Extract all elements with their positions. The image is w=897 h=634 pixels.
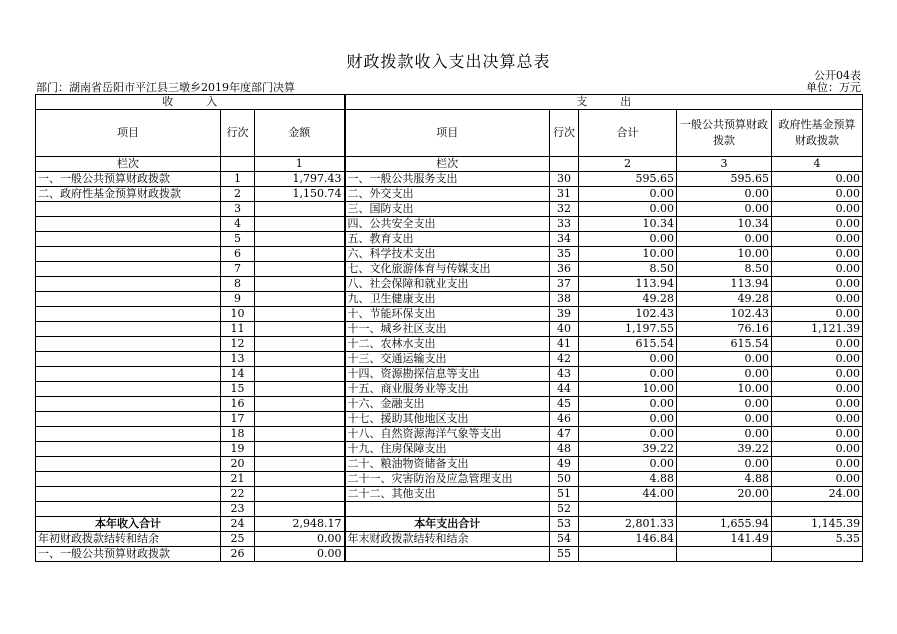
expense-total-cell: 0.00 (579, 427, 677, 442)
table-row (36, 292, 863, 307)
expense-total-cell: 44.00 (579, 487, 677, 502)
expense-fund-cell (772, 502, 863, 517)
expense-line-cell: 37 (550, 277, 579, 292)
income-amount-cell (255, 367, 345, 382)
expense-line-cell: 35 (550, 247, 579, 262)
income-amount-cell (255, 487, 345, 502)
expense-general-cell: 615.54 (677, 337, 772, 352)
expense-line-cell: 36 (550, 262, 579, 277)
expense-general-cell: 39.22 (677, 442, 772, 457)
expense-total-cell: 0.00 (579, 352, 677, 367)
expense-line-cell: 34 (550, 232, 579, 247)
carry-income-item: 一、一般公共预算财政拨款 (36, 547, 221, 562)
expense-item-cell: 四、公共安全支出 (345, 217, 550, 232)
expense-item-cell: 七、文化旅游体育与传媒支出 (345, 262, 550, 277)
table-row (36, 457, 863, 472)
expense-total-cell: 0.00 (579, 232, 677, 247)
table-row (36, 232, 863, 247)
expense-total-cell: 0.00 (579, 412, 677, 427)
table-row (36, 172, 863, 187)
income-line-cell: 14 (221, 367, 255, 382)
expense-colno-3: 3 (677, 157, 772, 172)
budget-table (35, 94, 863, 562)
expense-total-header: 合计 (579, 110, 677, 157)
expense-total-cell: 595.65 (579, 172, 677, 187)
income-amount-cell (255, 292, 345, 307)
expense-item-cell: 十四、资源勘探信息等支出 (345, 367, 550, 382)
expense-general-cell: 0.00 (677, 367, 772, 382)
income-line-cell: 22 (221, 487, 255, 502)
income-item-header: 项目 (36, 110, 221, 157)
income-amount-cell (255, 457, 345, 472)
income-line-cell: 19 (221, 442, 255, 457)
expense-item-cell: 一、一般公共服务支出 (345, 172, 550, 187)
expense-total-cell (579, 502, 677, 517)
income-colno-blank (221, 157, 255, 172)
expense-total-cell: 4.88 (579, 472, 677, 487)
expense-fund-cell: 0.00 (772, 397, 863, 412)
income-line-cell: 23 (221, 502, 255, 517)
expense-fund-cell: 0.00 (772, 217, 863, 232)
expense-general-cell: 76.16 (677, 322, 772, 337)
expense-total-cell: 0.00 (579, 367, 677, 382)
expense-total-cell: 49.28 (579, 292, 677, 307)
income-amount-cell (255, 307, 345, 322)
expense-item-cell: 十六、金融支出 (345, 397, 550, 412)
expense-total-cell: 1,197.55 (579, 322, 677, 337)
expense-item-cell: 六、科学技术支出 (345, 247, 550, 262)
expense-line-cell: 44 (550, 382, 579, 397)
expense-line-cell: 33 (550, 217, 579, 232)
income-colno-label: 栏次 (36, 157, 221, 172)
carry-expense-fund: 5.35 (772, 532, 863, 547)
table-row (36, 322, 863, 337)
income-line-cell: 12 (221, 337, 255, 352)
income-line-cell: 8 (221, 277, 255, 292)
carry-expense-item: 年末财政拨款结转和结余 (345, 532, 550, 547)
income-item-cell (36, 337, 221, 352)
expense-total-line: 53 (550, 517, 579, 532)
income-item-cell (36, 502, 221, 517)
expense-line-cell: 41 (550, 337, 579, 352)
income-amount-cell (255, 472, 345, 487)
income-line-cell: 6 (221, 247, 255, 262)
income-item-cell (36, 352, 221, 367)
expense-line-cell: 39 (550, 307, 579, 322)
table-row (36, 277, 863, 292)
expense-fund-cell: 0.00 (772, 172, 863, 187)
income-line-cell: 3 (221, 202, 255, 217)
table-row (36, 262, 863, 277)
expense-fund-cell: 1,121.39 (772, 322, 863, 337)
expense-general-cell (677, 502, 772, 517)
income-amount-cell (255, 352, 345, 367)
table-row (36, 367, 863, 382)
income-amount-cell (255, 262, 345, 277)
expense-item-cell: 十二、农林水支出 (345, 337, 550, 352)
expense-total-cell: 0.00 (579, 397, 677, 412)
expense-section-header: 支 出 (345, 95, 863, 110)
income-line-cell: 18 (221, 427, 255, 442)
carry-income-amount: 0.00 (255, 547, 345, 562)
income-colno-amount: 1 (255, 157, 345, 172)
table-row (36, 307, 863, 322)
expense-item-cell: 三、国防支出 (345, 202, 550, 217)
carryover-row (36, 532, 863, 547)
column-number-row (36, 157, 863, 172)
expense-general-cell: 4.88 (677, 472, 772, 487)
expense-colno-blank (550, 157, 579, 172)
income-line-cell: 5 (221, 232, 255, 247)
expense-colno-4: 4 (772, 157, 863, 172)
income-line-cell: 16 (221, 397, 255, 412)
expense-general-cell: 0.00 (677, 232, 772, 247)
income-item-cell (36, 262, 221, 277)
expense-line-cell: 48 (550, 442, 579, 457)
expense-line-cell: 49 (550, 457, 579, 472)
income-amount-cell: 1,150.74 (255, 187, 345, 202)
expense-item-cell: 十八、自然资源海洋气象等支出 (345, 427, 550, 442)
income-item-cell (36, 247, 221, 262)
expense-item-cell: 十七、援助其他地区支出 (345, 412, 550, 427)
expense-item-cell: 八、社会保障和就业支出 (345, 277, 550, 292)
expense-general-cell: 20.00 (677, 487, 772, 502)
expense-item-cell: 二、外交支出 (345, 187, 550, 202)
expense-fund-cell: 0.00 (772, 427, 863, 442)
unit-label: 单位：万元 (806, 81, 861, 94)
expense-total-cell: 0.00 (579, 457, 677, 472)
expense-fund-cell: 0.00 (772, 442, 863, 457)
expense-general-cell: 0.00 (677, 457, 772, 472)
expense-item-cell: 十、节能环保支出 (345, 307, 550, 322)
income-item-cell (36, 307, 221, 322)
income-amount-cell (255, 442, 345, 457)
table-row (36, 352, 863, 367)
expense-fund-cell: 0.00 (772, 292, 863, 307)
carry-expense-item (345, 547, 550, 562)
table-row (36, 187, 863, 202)
expense-total-sum: 2,801.33 (579, 517, 677, 532)
income-item-cell (36, 487, 221, 502)
expense-item-cell: 十三、交通运输支出 (345, 352, 550, 367)
income-item-cell (36, 457, 221, 472)
carry-income-line: 25 (221, 532, 255, 547)
income-line-cell: 11 (221, 322, 255, 337)
expense-general-cell: 10.00 (677, 382, 772, 397)
expense-general-cell: 0.00 (677, 397, 772, 412)
expense-fund-cell: 0.00 (772, 202, 863, 217)
income-line-cell: 4 (221, 217, 255, 232)
expense-item-cell: 十五、商业服务业等支出 (345, 382, 550, 397)
expense-item-header: 项目 (345, 110, 550, 157)
income-total-amount: 2,948.17 (255, 517, 345, 532)
expense-fund-cell: 0.00 (772, 382, 863, 397)
income-item-cell (36, 202, 221, 217)
table-row (36, 217, 863, 232)
income-item-cell (36, 427, 221, 442)
expense-total-cell: 10.34 (579, 217, 677, 232)
income-line-cell: 10 (221, 307, 255, 322)
expense-general-cell: 0.00 (677, 427, 772, 442)
income-line-cell: 15 (221, 382, 255, 397)
carry-expense-line: 54 (550, 532, 579, 547)
table-row (36, 337, 863, 352)
income-line-cell: 13 (221, 352, 255, 367)
income-amount-cell (255, 382, 345, 397)
expense-total-cell: 39.22 (579, 442, 677, 457)
carry-expense-fund (772, 547, 863, 562)
table-row (36, 247, 863, 262)
expense-fund-cell: 0.00 (772, 232, 863, 247)
income-item-cell (36, 472, 221, 487)
expense-general-cell: 113.94 (677, 277, 772, 292)
expense-fund-cell: 0.00 (772, 307, 863, 322)
income-amount-cell: 1,797.43 (255, 172, 345, 187)
carry-income-amount: 0.00 (255, 532, 345, 547)
expense-line-cell: 31 (550, 187, 579, 202)
table-row (36, 397, 863, 412)
expense-total-fund: 1,145.39 (772, 517, 863, 532)
income-amount-cell (255, 232, 345, 247)
expense-item-cell: 二十一、灾害防治及应急管理支出 (345, 472, 550, 487)
expense-fund-cell: 0.00 (772, 352, 863, 367)
carry-expense-total: 146.84 (579, 532, 677, 547)
expense-total-cell: 113.94 (579, 277, 677, 292)
income-item-cell (36, 367, 221, 382)
expense-colno-label: 栏次 (345, 157, 550, 172)
table-row (36, 472, 863, 487)
expense-item-cell (345, 502, 550, 517)
income-amount-cell (255, 397, 345, 412)
expense-general-cell: 102.43 (677, 307, 772, 322)
income-item-cell (36, 412, 221, 427)
expense-fund-cell: 0.00 (772, 472, 863, 487)
expense-item-cell: 九、卫生健康支出 (345, 292, 550, 307)
expense-general-cell: 595.65 (677, 172, 772, 187)
carryover-row (36, 547, 863, 562)
expense-total-cell: 102.43 (579, 307, 677, 322)
income-total-line: 24 (221, 517, 255, 532)
expense-general-cell: 0.00 (677, 202, 772, 217)
expense-item-cell: 二十二、其他支出 (345, 487, 550, 502)
carry-income-item: 年初财政拨款结转和结余 (36, 532, 221, 547)
expense-colno-2: 2 (579, 157, 677, 172)
expense-fund-cell: 0.00 (772, 187, 863, 202)
income-amount-cell (255, 247, 345, 262)
table-row (36, 202, 863, 217)
income-line-cell: 7 (221, 262, 255, 277)
expense-total-general: 1,655.94 (677, 517, 772, 532)
income-amount-cell (255, 412, 345, 427)
expense-general-cell: 0.00 (677, 412, 772, 427)
expense-fund-cell: 0.00 (772, 247, 863, 262)
income-line-cell: 2 (221, 187, 255, 202)
expense-total-cell: 615.54 (579, 337, 677, 352)
expense-total-cell: 8.50 (579, 262, 677, 277)
table-row (36, 442, 863, 457)
income-amount-cell (255, 277, 345, 292)
table-row (36, 487, 863, 502)
table-row (36, 502, 863, 517)
expense-line-cell: 32 (550, 202, 579, 217)
column-header-row (36, 110, 863, 157)
report-title: 财政拨款收入支出决算总表 (346, 52, 551, 71)
expense-total-cell: 0.00 (579, 187, 677, 202)
expense-general-header: 一般公共预算财政拨款 (677, 110, 772, 157)
expense-item-cell: 二十、粮油物资储备支出 (345, 457, 550, 472)
income-amount-cell (255, 217, 345, 232)
income-line-header: 行次 (221, 110, 255, 157)
income-amount-cell (255, 502, 345, 517)
expense-total-cell: 10.00 (579, 382, 677, 397)
income-item-cell (36, 217, 221, 232)
expense-item-cell: 五、教育支出 (345, 232, 550, 247)
expense-total-label: 本年支出合计 (345, 517, 550, 532)
income-item-cell (36, 382, 221, 397)
expense-general-cell: 49.28 (677, 292, 772, 307)
expense-line-cell: 50 (550, 472, 579, 487)
income-item-cell (36, 277, 221, 292)
expense-line-cell: 40 (550, 322, 579, 337)
expense-line-cell: 43 (550, 367, 579, 382)
department-label: 部门：湖南省岳阳市平江县三墩乡2019年度部门决算 (36, 81, 295, 94)
expense-item-cell: 十一、城乡社区支出 (345, 322, 550, 337)
income-item-cell (36, 397, 221, 412)
table-row (36, 412, 863, 427)
expense-general-cell: 0.00 (677, 187, 772, 202)
expense-total-cell: 10.00 (579, 247, 677, 262)
expense-fund-cell: 24.00 (772, 487, 863, 502)
expense-general-cell: 10.34 (677, 217, 772, 232)
income-line-cell: 17 (221, 412, 255, 427)
income-section-header: 收 入 (36, 95, 345, 110)
totals-row (36, 517, 863, 532)
expense-general-cell: 10.00 (677, 247, 772, 262)
table-row (36, 427, 863, 442)
income-amount-cell (255, 337, 345, 352)
expense-line-cell: 52 (550, 502, 579, 517)
expense-general-cell: 0.00 (677, 352, 772, 367)
carry-expense-general (677, 547, 772, 562)
income-amount-cell (255, 322, 345, 337)
expense-fund-cell: 0.00 (772, 277, 863, 292)
income-line-cell: 21 (221, 472, 255, 487)
expense-line-cell: 47 (550, 427, 579, 442)
carry-income-line: 26 (221, 547, 255, 562)
expense-general-cell: 8.50 (677, 262, 772, 277)
income-amount-header: 金额 (255, 110, 345, 157)
expense-fund-cell: 0.00 (772, 457, 863, 472)
carry-expense-total (579, 547, 677, 562)
expense-line-cell: 30 (550, 172, 579, 187)
income-line-cell: 9 (221, 292, 255, 307)
income-total-label: 本年收入合计 (36, 517, 221, 532)
section-header-row (36, 95, 863, 110)
expense-fund-header: 政府性基金预算财政拨款 (772, 110, 863, 157)
expense-line-cell: 46 (550, 412, 579, 427)
expense-line-header: 行次 (550, 110, 579, 157)
expense-fund-cell: 0.00 (772, 412, 863, 427)
expense-fund-cell: 0.00 (772, 337, 863, 352)
form-number: 公开04表 (814, 69, 861, 82)
carry-expense-general: 141.49 (677, 532, 772, 547)
income-item-cell (36, 322, 221, 337)
expense-total-cell: 0.00 (579, 202, 677, 217)
carry-expense-line: 55 (550, 547, 579, 562)
expense-line-cell: 38 (550, 292, 579, 307)
income-amount-cell (255, 202, 345, 217)
expense-fund-cell: 0.00 (772, 367, 863, 382)
expense-line-cell: 45 (550, 397, 579, 412)
income-item-cell (36, 442, 221, 457)
table-row (36, 382, 863, 397)
expense-item-cell: 十九、住房保障支出 (345, 442, 550, 457)
income-item-cell: 二、政府性基金预算财政拨款 (36, 187, 221, 202)
expense-fund-cell: 0.00 (772, 262, 863, 277)
expense-line-cell: 51 (550, 487, 579, 502)
income-line-cell: 1 (221, 172, 255, 187)
income-line-cell: 20 (221, 457, 255, 472)
income-item-cell: 一、一般公共预算财政拨款 (36, 172, 221, 187)
income-item-cell (36, 232, 221, 247)
income-amount-cell (255, 427, 345, 442)
income-item-cell (36, 292, 221, 307)
expense-line-cell: 42 (550, 352, 579, 367)
